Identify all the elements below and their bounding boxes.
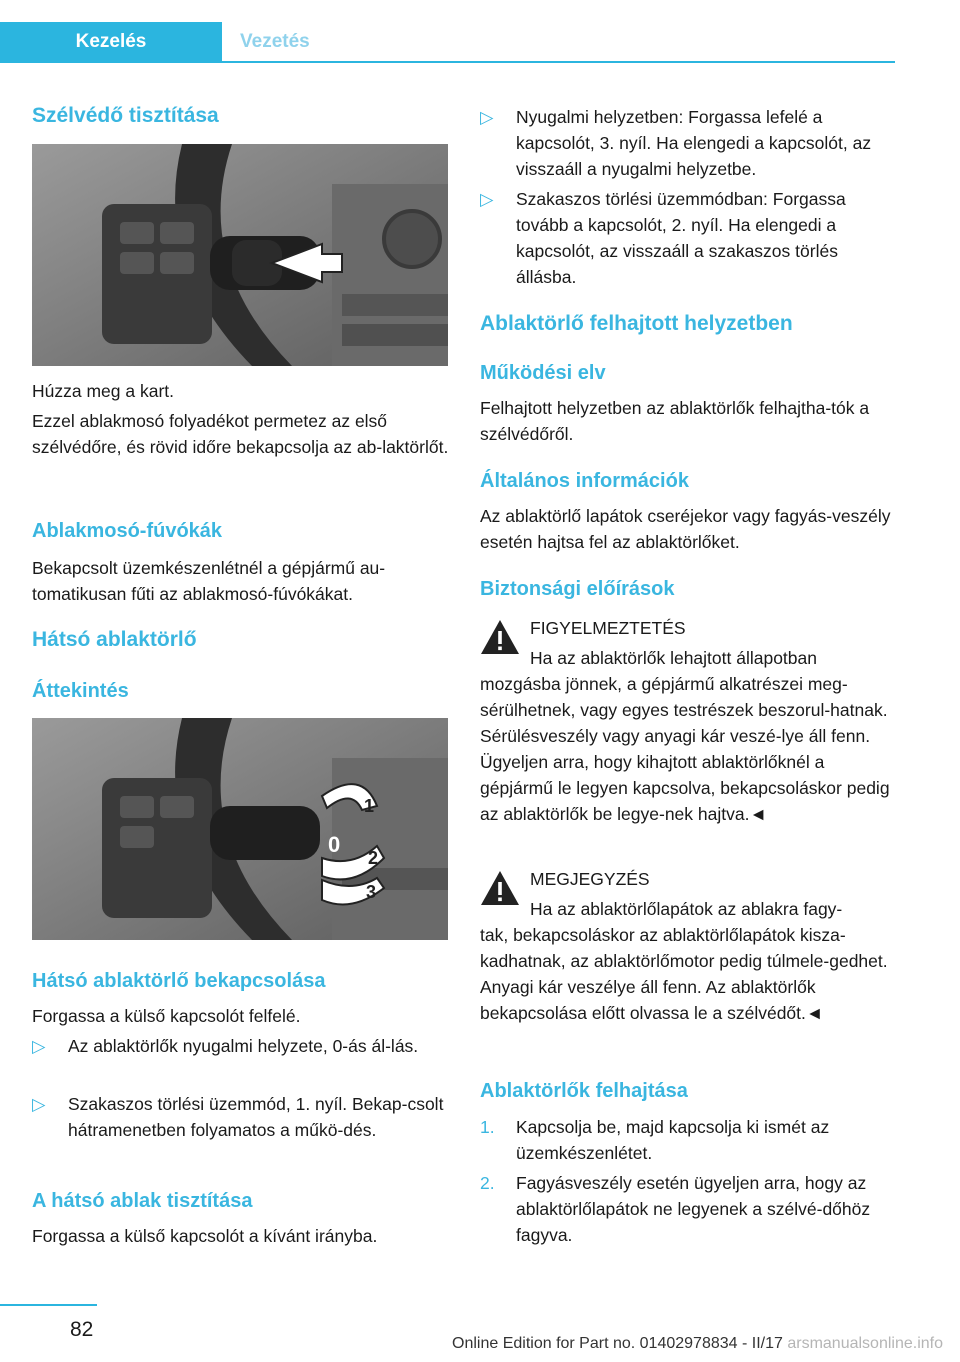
step-2 [480,1170,900,1248]
position-label-0: 0 [328,832,341,857]
rear-wiper-switch-photo [32,718,448,940]
heading-hatso-ablak-tisztitasa: A hátsó ablak tisztítása [32,1190,253,1212]
paragraph-turn-switch-direction: Forgassa a külső kapcsolót a kívánt irányba. [32,1226,378,1246]
bullet-triangle-icon: ▷ [480,189,494,209]
bullet-text: Nyugalmi helyzetben: Forgassa lefelé a kapcsolót, 3. nyíl. Ha elengedi a kapcsolót, az visszaáll a nyugalmi helyzetbe. [516,107,872,179]
paragraph-nozzle-heating: Bekapcsolt üzemkészenlétnél a gépjármű au-tomatikusan fűti az ablakmosó-fúvókákat. [32,558,386,604]
rear-wiper-illustration [32,718,448,940]
step-number: 2. [480,1173,495,1193]
bullet-text: Szakaszos törlési üzemmód, 1. nyíl. Bekap-csolt hátramenetben folyamatos a műkö-dés. [68,1094,444,1140]
notice-text-first-line: Ha az ablaktörlőlapátok az ablakra fagy- [530,899,843,919]
bullet-text: Az ablaktörlők nyugalmi helyzete, 0-ás ál-lás. [68,1036,419,1056]
heading-biztonsagi-eloirasok: Biztonsági előírások [480,578,675,600]
footer-divider [0,1304,97,1306]
warning-text-first-line: Ha az ablaktörlők lehajtott állapotban [530,648,817,668]
heading-hatso-ablaktorlo: Hátsó ablaktörlő [32,628,197,651]
tab-vezetes[interactable]: Vezetés [240,31,310,52]
warning-triangle-icon [480,619,520,655]
page-number: 82 [70,1318,94,1341]
warning-text: mozgásba jönnek, a gépjármű alkatrészei meg-sérülhetnek, vagy egyes testrészek beszorul-hatnak. Sérülésveszély vagy anyagi kár veszé-lye áll fenn. Ügyeljen arra, hogy kihajtott ablaktörlőknél a gépjármű le legyen kapcsolva, bekapcsoláskor pedig az ablaktörlők be legye-nek hajtva.◄ [480,674,890,824]
bullet-triangle-icon: ▷ [32,1036,46,1056]
footer-edition [452,1335,943,1353]
warning-title: FIGYELMEZTETÉS [530,618,686,638]
bullet-triangle-icon: ▷ [480,107,494,127]
step-number: 1. [480,1117,495,1137]
heading-hatso-ablaktorlo-bekapcsolasa: Hátsó ablaktörlő bekapcsolása [32,970,326,992]
header-divider [0,61,895,63]
paragraph-turn-switch-up: Forgassa a külső kapcsolót felfelé. [32,1006,301,1026]
paragraph-folded-position: Felhajtott helyzetben az ablaktörlők felhajtha-tók a szélvédőről. [480,398,870,444]
header-tabs [0,22,895,62]
notice-triangle-icon [480,870,520,906]
edition-text: Online Edition for Part no. 01402978834 - II/17 [452,1335,783,1352]
heading-ablakmoso-fuvokak: Ablakmosó-fúvókák [32,520,223,542]
bullet-triangle-icon: ▷ [32,1094,46,1114]
paragraph-pull-lever: Húzza meg a kart. [32,381,174,401]
heading-altalanos-informaciok: Általános információk [480,470,689,492]
bullet-text: Szakaszos törlési üzemmódban: Forgassa tovább a kapcsolót, 2. nyíl. Ha elengedi a kapcsolót, az visszaáll a szakaszos törlés állásba. [516,189,846,287]
heading-mukodesi-elv: Működési elv [480,362,606,384]
heading-ablaktorlo-felhajtott: Ablaktörlő felhajtott helyzetben [480,312,793,335]
bullet-intermittent-mode [32,1091,452,1143]
step-text: Kapcsolja be, majd kapcsolja ki ismét az üzemkészenlétet. [516,1117,830,1163]
warning-block [480,615,900,855]
heading-szelvedo-tisztitasa: Szélvédő tisztítása [32,104,219,127]
bullet-rest-position [32,1033,452,1059]
arrow-label-1: 1 [364,796,375,816]
paragraph-washer-description: Ezzel ablakmosó folyadékot permetez az első szélvédőre, és rövid időre bekapcsolja az ab-laktörlőt. [32,411,449,457]
bullet-rest-position-down [480,104,900,182]
step-1 [480,1114,900,1166]
wiper-lever-illustration [32,144,448,366]
notice-text: tak, bekapcsoláskor az ablaktörlőlapátok kisza-kadhatnak, az ablaktörlőmotor pedig túlmele-gedhet. Anyagi kár veszélye áll fenn. Az ablaktörlők bekapcsolása előtt olvassa le a szélvédőt.◄ [480,925,888,1023]
arrow-label-2: 2 [368,848,379,868]
bullet-intermittent-further [480,186,900,290]
watermark: arsmanualsonline.info [787,1335,943,1352]
arrow-label-3: 3 [366,882,377,902]
step-text: Fagyásveszély esetén ügyeljen arra, hogy az ablaktörlőlapátok ne legyenek a szélvé-dőhöz fagyva. [516,1173,871,1245]
notice-block [480,866,900,1056]
heading-attekintes: Áttekintés [32,680,129,702]
wiper-lever-pull-photo [32,144,448,366]
tab-kezeles[interactable]: Kezelés [0,22,222,62]
paragraph-general-info: Az ablaktörlő lapátok cseréjekor vagy fagyás-veszély esetén hajtsa fel az ablaktörlőket. [480,506,891,552]
heading-ablaktorlok-felhajtasa: Ablaktörlők felhajtása [480,1080,688,1102]
notice-title: MEGJEGYZÉS [530,869,650,889]
